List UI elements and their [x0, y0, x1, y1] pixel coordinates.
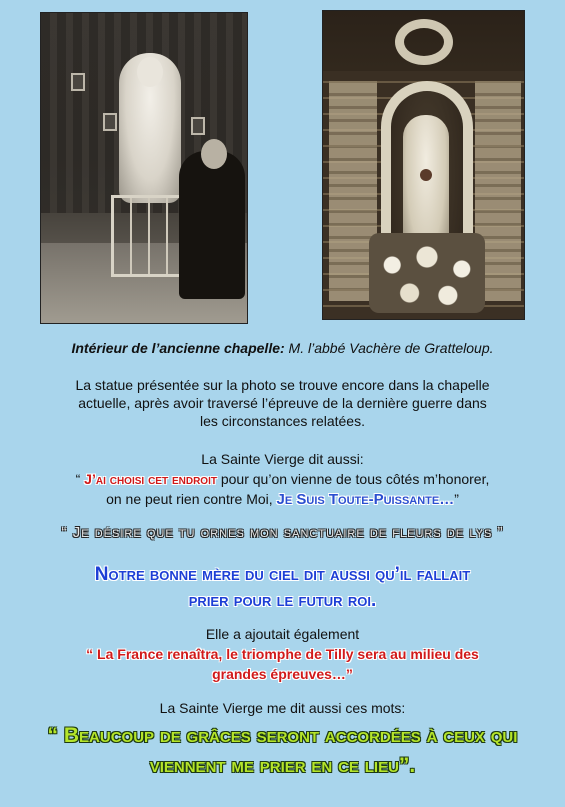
- quote1-line2: [0, 491, 565, 508]
- quote-text: pour qu’on vienne de tous côtés m’honorer,: [216, 471, 490, 487]
- priest-head: [201, 139, 227, 169]
- quote-highlight-red: J’ai choisi cet endroit: [84, 471, 217, 487]
- final-quote-line1: “ Beaucoup de grâces seront accordées à ceux qui: [47, 724, 518, 747]
- photo-statue-with-flowers: [322, 10, 525, 320]
- caption-bold: Intérieur de l’ancienne chapelle:: [71, 340, 285, 356]
- quote-open: “: [75, 471, 85, 487]
- photo-frame: [191, 117, 205, 135]
- heart-icon: [420, 169, 432, 181]
- photo-priest-and-statue: [40, 12, 248, 324]
- statue-pedestal: [111, 195, 189, 277]
- quote-text: on ne peut rien contre Moi,: [106, 491, 277, 507]
- france-line2: grandes épreuves…”: [212, 666, 353, 682]
- flower-wreath: [395, 19, 453, 65]
- photo-frame: [103, 113, 117, 131]
- final-quote-line2: viennent me prier en ce lieu”.: [149, 754, 416, 777]
- quote-close: ”: [454, 491, 459, 507]
- quote1-intro: La Sainte Vierge dit aussi:: [201, 451, 364, 467]
- mots-text: La Sainte Vierge me dit aussi ces mots:: [159, 700, 406, 716]
- statue-head: [137, 57, 163, 87]
- notre-line1: Notre bonne mère du ciel dit aussi qu’il fallait: [94, 564, 471, 585]
- priest-figure: [179, 151, 245, 299]
- quote1-line1: [0, 471, 565, 487]
- paragraph-line: La statue présentée sur la photo se trouve encore dans la chapelle: [75, 377, 490, 393]
- flower-bouquet: [369, 233, 485, 313]
- ajout-text: Elle a ajoutait également: [205, 626, 360, 642]
- notre-line2: prier pour le futur roi.: [188, 590, 377, 611]
- paragraph-line: actuelle, après avoir traversé l’épreuve de la dernière guerre dans: [78, 395, 487, 411]
- photo-frame: [71, 73, 85, 91]
- caption-rest: M. l’abbé Vachère de Gratteloup.: [284, 340, 494, 356]
- paragraph-line: les circonstances relatées.: [200, 413, 365, 429]
- france-line1: “ La France renaîtra, le triomphe de Tilly sera au milieu des: [86, 646, 479, 662]
- intro-paragraph: [0, 376, 565, 430]
- photo-caption: [0, 340, 565, 356]
- desire-quote: “ Je désire que tu ornes mon sanctuaire de fleurs de lys ”: [61, 524, 504, 541]
- quote-highlight-blue: Je Suis Toute-Puissante…: [276, 491, 455, 508]
